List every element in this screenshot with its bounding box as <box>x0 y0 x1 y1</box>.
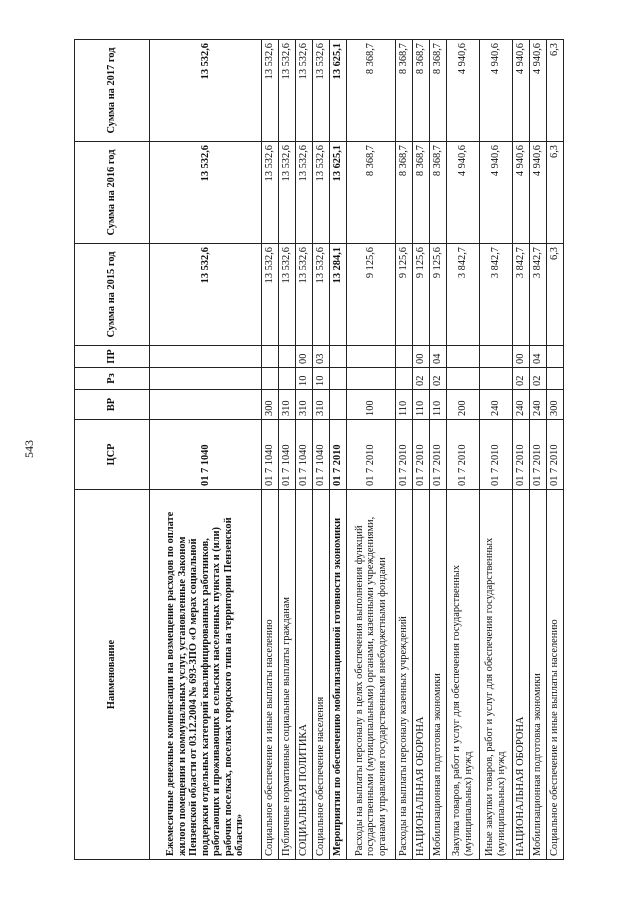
header-name: Наименование <box>75 490 150 860</box>
cell-y2017: 4 940,6 <box>446 40 479 142</box>
cell-y2015: 3 842,7 <box>512 244 529 346</box>
cell-y2016: 13 532,6 <box>312 142 329 244</box>
cell-vr <box>329 390 346 420</box>
cell-vr: 110 <box>429 390 446 420</box>
cell-vr: 240 <box>479 390 512 420</box>
cell-rz: 02 <box>512 368 529 390</box>
cell-y2017: 8 368,7 <box>347 40 396 142</box>
cell-pr <box>329 346 346 368</box>
table-row <box>529 40 546 860</box>
cell-csr: 01 7 2010 <box>395 420 412 490</box>
cell-y2015: 13 284,1 <box>329 244 346 346</box>
cell-rz: 10 <box>295 368 312 390</box>
header-2017: Сумма на 2017 год <box>75 40 150 142</box>
cell-pr <box>347 346 396 368</box>
cell-y2015: 13 532,6 <box>295 244 312 346</box>
cell-csr: 01 7 2010 <box>329 420 346 490</box>
cell-y2017: 13 532,6 <box>312 40 329 142</box>
cell-y2016: 8 368,7 <box>412 142 429 244</box>
cell-name: Социальное обеспечение и иные выплаты населению <box>261 490 278 860</box>
table-row <box>446 40 479 860</box>
cell-y2017: 13 532,6 <box>295 40 312 142</box>
cell-pr <box>446 346 479 368</box>
cell-rz <box>278 368 295 390</box>
table-row <box>395 40 412 860</box>
cell-name: Мобилизационная подготовка экономики <box>529 490 546 860</box>
cell-y2017: 13 532,6 <box>261 40 278 142</box>
cell-vr: 310 <box>278 390 295 420</box>
table-row <box>412 40 429 860</box>
cell-name: НАЦИОНАЛЬНАЯ ОБОРОНА <box>412 490 429 860</box>
cell-pr: 00 <box>412 346 429 368</box>
cell-pr <box>546 346 563 368</box>
cell-vr: 300 <box>261 390 278 420</box>
cell-y2016: 8 368,7 <box>395 142 412 244</box>
cell-csr: 01 7 2010 <box>546 420 563 490</box>
cell-y2015: 13 532,6 <box>278 244 295 346</box>
cell-vr <box>150 390 262 420</box>
header-pr: ПР <box>75 346 150 368</box>
cell-name: Расходы на выплаты персоналу в целях обеспечения выполнения функций государственными (муниципальными) органами, казенными учреждениями, органами управления государственными внебюджетными фондами <box>347 490 396 860</box>
table-row <box>295 40 312 860</box>
cell-pr <box>150 346 262 368</box>
cell-rz: 02 <box>429 368 446 390</box>
cell-pr <box>479 346 512 368</box>
cell-rz <box>546 368 563 390</box>
cell-rz <box>150 368 262 390</box>
cell-y2016: 4 940,6 <box>529 142 546 244</box>
cell-vr: 240 <box>529 390 546 420</box>
cell-y2017: 6,3 <box>546 40 563 142</box>
cell-pr <box>278 346 295 368</box>
cell-pr: 00 <box>512 346 529 368</box>
cell-csr: 01 7 1040 <box>278 420 295 490</box>
cell-rz: 10 <box>312 368 329 390</box>
cell-csr: 01 7 2010 <box>412 420 429 490</box>
table-row <box>278 40 295 860</box>
cell-y2017: 13 532,6 <box>278 40 295 142</box>
cell-pr: 03 <box>312 346 329 368</box>
table-row <box>546 40 563 860</box>
cell-csr: 01 7 1040 <box>295 420 312 490</box>
cell-csr: 01 7 2010 <box>347 420 396 490</box>
cell-y2015: 13 532,6 <box>312 244 329 346</box>
cell-y2015: 13 532,6 <box>261 244 278 346</box>
cell-name: Социальное обеспечение и иные выплаты населению <box>546 490 563 860</box>
cell-y2016: 6,3 <box>546 142 563 244</box>
cell-csr: 01 7 1040 <box>150 420 262 490</box>
cell-rz: 02 <box>529 368 546 390</box>
table-row <box>312 40 329 860</box>
cell-csr: 01 7 2010 <box>512 420 529 490</box>
cell-vr: 200 <box>446 390 479 420</box>
cell-vr: 310 <box>295 390 312 420</box>
header-csr: ЦСР <box>75 420 150 490</box>
cell-vr: 110 <box>412 390 429 420</box>
cell-csr: 01 7 1040 <box>312 420 329 490</box>
table-row <box>512 40 529 860</box>
cell-rz <box>395 368 412 390</box>
table-body <box>150 40 564 860</box>
cell-vr: 110 <box>395 390 412 420</box>
cell-name: Социальное обеспечение населения <box>312 490 329 860</box>
cell-y2017: 13 532,6 <box>150 40 262 142</box>
cell-name: СОЦИАЛЬНАЯ ПОЛИТИКА <box>295 490 312 860</box>
cell-y2015: 9 125,6 <box>412 244 429 346</box>
cell-vr: 100 <box>347 390 396 420</box>
table-row <box>261 40 278 860</box>
cell-csr: 01 7 1040 <box>261 420 278 490</box>
table-row <box>347 40 396 860</box>
cell-csr: 01 7 2010 <box>446 420 479 490</box>
header-2015: Сумма на 2015 год <box>75 244 150 346</box>
header-vr: ВР <box>75 390 150 420</box>
table-row <box>429 40 446 860</box>
cell-y2016: 4 940,6 <box>446 142 479 244</box>
cell-pr: 04 <box>429 346 446 368</box>
cell-rz <box>329 368 346 390</box>
cell-y2015: 6,3 <box>546 244 563 346</box>
cell-rz: 02 <box>412 368 429 390</box>
cell-pr <box>395 346 412 368</box>
cell-y2016: 8 368,7 <box>347 142 396 244</box>
cell-csr: 01 7 2010 <box>479 420 512 490</box>
cell-rz <box>261 368 278 390</box>
cell-y2016: 13 532,6 <box>278 142 295 244</box>
cell-name: Закупка товаров, работ и услуг для обеспечения государственных (муниципальных) нужд <box>446 490 479 860</box>
budget-table-container <box>74 40 564 860</box>
cell-csr: 01 7 2010 <box>529 420 546 490</box>
cell-y2015: 9 125,6 <box>347 244 396 346</box>
cell-name: НАЦИОНАЛЬНАЯ ОБОРОНА <box>512 490 529 860</box>
cell-y2016: 13 625,1 <box>329 142 346 244</box>
cell-y2017: 8 368,7 <box>395 40 412 142</box>
cell-y2016: 8 368,7 <box>429 142 446 244</box>
cell-y2015: 3 842,7 <box>446 244 479 346</box>
cell-y2017: 4 940,6 <box>529 40 546 142</box>
cell-csr: 01 7 2010 <box>429 420 446 490</box>
cell-rz <box>446 368 479 390</box>
header-row <box>75 40 150 860</box>
table-row <box>150 40 262 860</box>
cell-name: Публичные нормативные социальные выплаты гражданам <box>278 490 295 860</box>
cell-y2016: 4 940,6 <box>479 142 512 244</box>
header-2016: Сумма на 2016 год <box>75 142 150 244</box>
budget-table <box>74 39 564 860</box>
cell-name: Расходы на выплаты персоналу казенных учреждений <box>395 490 412 860</box>
cell-y2015: 3 842,7 <box>529 244 546 346</box>
cell-rz <box>479 368 512 390</box>
cell-y2017: 4 940,6 <box>512 40 529 142</box>
cell-y2017: 13 625,1 <box>329 40 346 142</box>
cell-rz <box>347 368 396 390</box>
cell-y2016: 13 532,6 <box>261 142 278 244</box>
cell-y2015: 9 125,6 <box>395 244 412 346</box>
cell-y2017: 8 368,7 <box>412 40 429 142</box>
cell-vr: 300 <box>546 390 563 420</box>
header-rz: Рз <box>75 368 150 390</box>
cell-vr: 240 <box>512 390 529 420</box>
cell-pr <box>261 346 278 368</box>
cell-y2015: 9 125,6 <box>429 244 446 346</box>
page-number: 543 <box>22 440 36 458</box>
cell-y2015: 13 532,6 <box>150 244 262 346</box>
cell-y2015: 3 842,7 <box>479 244 512 346</box>
table-row <box>479 40 512 860</box>
cell-name: Мобилизационная подготовка экономики <box>429 490 446 860</box>
cell-vr: 310 <box>312 390 329 420</box>
cell-pr: 04 <box>529 346 546 368</box>
cell-name: Иные закупки товаров, работ и услуг для обеспечения государственных (муниципальных) нужд <box>479 490 512 860</box>
cell-pr: 00 <box>295 346 312 368</box>
cell-y2016: 13 532,6 <box>295 142 312 244</box>
cell-name: Ежемесячные денежные компенсации на возмещение расходов по оплате жилого помещения и коммунальных услуг, установленные Законом Пензенской области от 03.12.2004 № 693-ЗПО «О мерах социальной поддержки отдельных категорий квалифицированных работников, работающих и проживающих в сельских населенных пунктах и (или) рабочих поселках, поселках городского типа на территории Пензенской области» <box>150 490 262 860</box>
cell-y2016: 13 532,6 <box>150 142 262 244</box>
table-row <box>329 40 346 860</box>
cell-y2017: 8 368,7 <box>429 40 446 142</box>
cell-y2016: 4 940,6 <box>512 142 529 244</box>
cell-name: Мероприятия по обеспечению мобилизационной готовности экономики <box>329 490 346 860</box>
cell-y2017: 4 940,6 <box>479 40 512 142</box>
